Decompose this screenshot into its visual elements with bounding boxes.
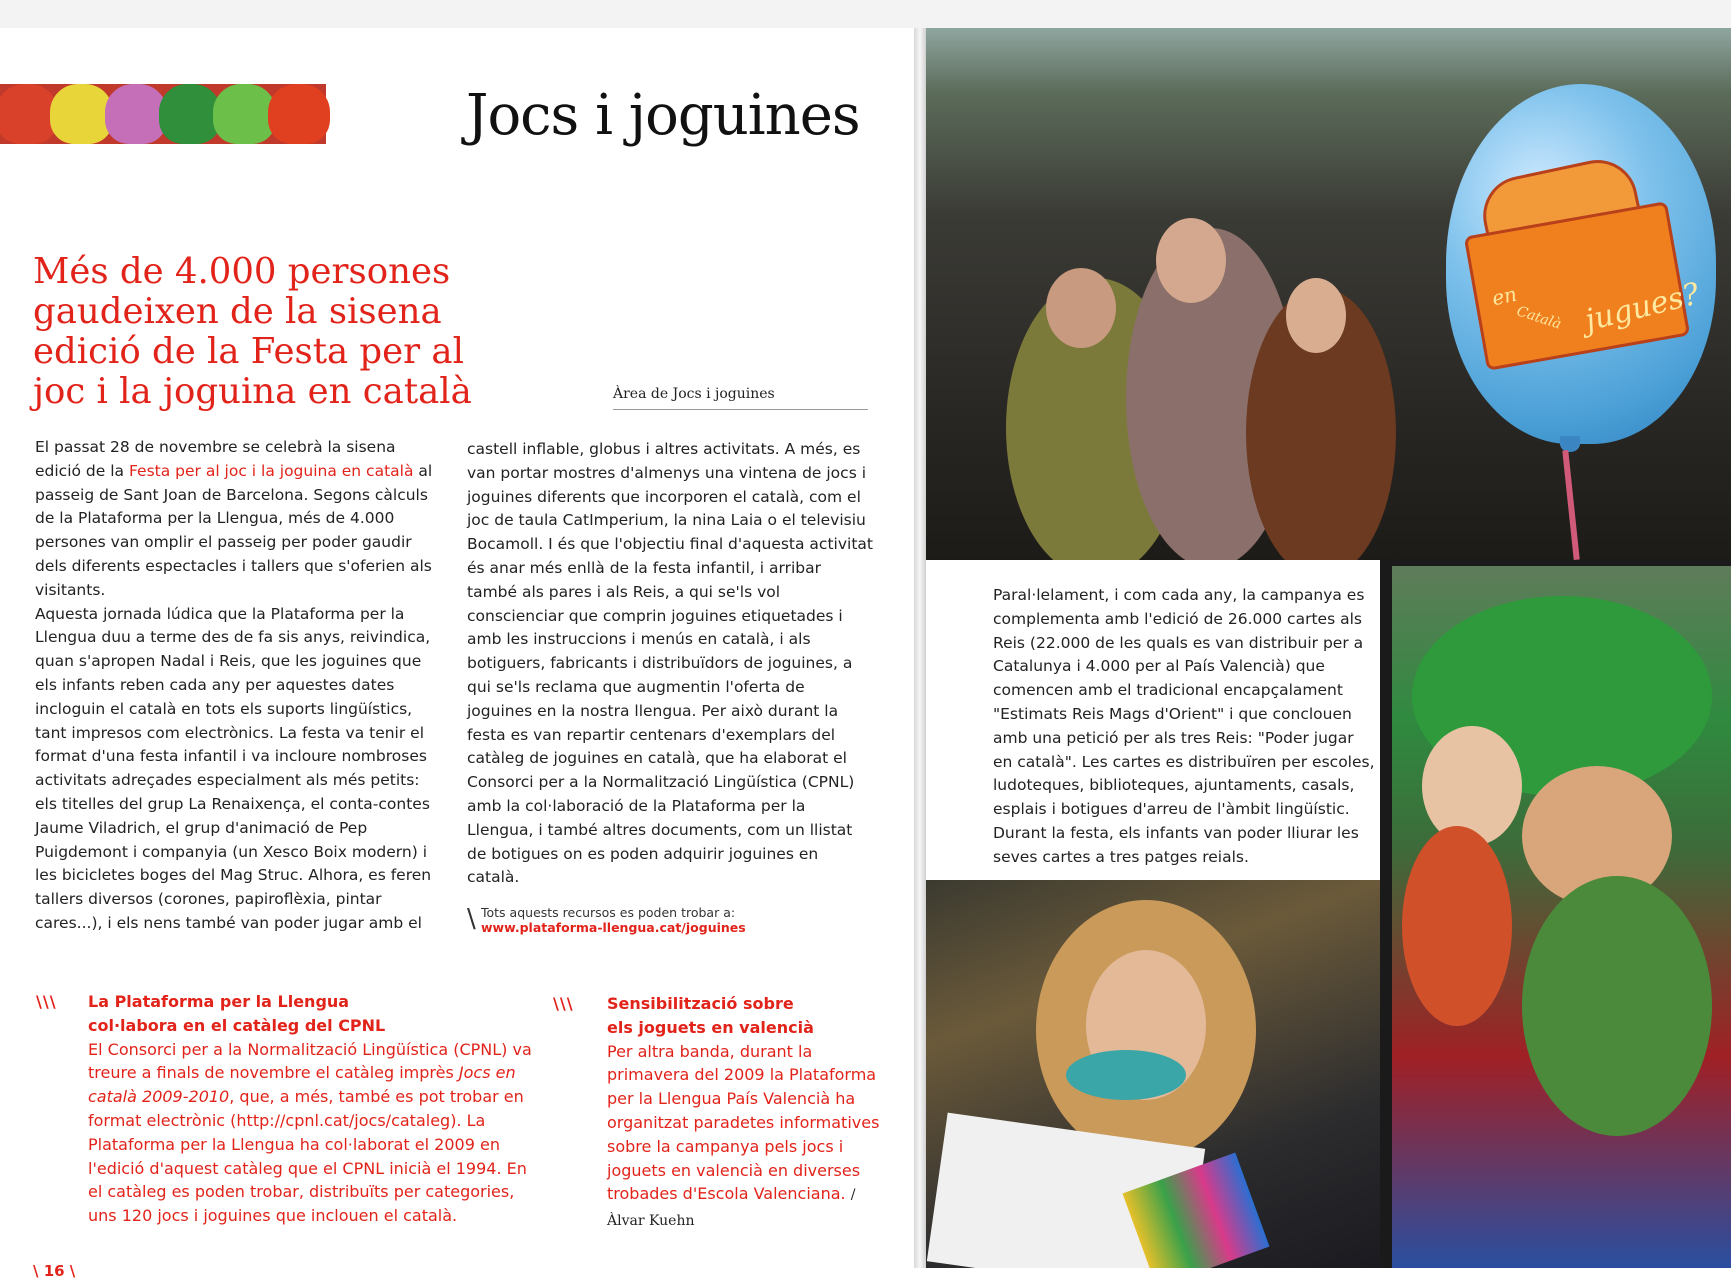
right-text-panel <box>926 560 1380 880</box>
balloon-text-jugues: jugues? <box>1581 276 1703 339</box>
col1-p1-after: al passeig de Sant Joan de Barcelona. Segons càlculs de la Plataforma per la Llengua, més de 4.000 persones van omplir el passeig per poder gaudir dels diferents espectacles i tallers que s'oferien als visitants. <box>35 461 433 599</box>
box1-text <box>88 1038 536 1228</box>
col1-p1-before: El passat 28 de novembre se celebrà la sisena edició de la <box>35 438 396 480</box>
box2-text-block <box>607 1040 883 1234</box>
balloon-string <box>1562 450 1579 560</box>
coloring-girl-photo <box>926 880 1380 1268</box>
crayon-orange <box>268 84 330 144</box>
festa-link-text: Festa per al joc i la joguina en català <box>128 461 414 480</box>
box1-text-after: , que, a més, també es pot trobar en format electrònic (http://cpnl.cat/jocs/cataleg). La Plataforma per la Llengua ha col·laborat el 2009 en l'edició d'aquest catàleg que el CPNL inicià el 1994. En el catàleg es poden trobar, distribuïts per categories, uns 120 jocs i joguines que inclouen el català. <box>88 1087 527 1226</box>
box1-text-before: El Consorci per a la Normalització Lingüística (CPNL) va treure a finals de novembre el catàleg imprès <box>88 1039 532 1083</box>
balloon-text-catala: Català <box>1514 303 1564 333</box>
child-shirt-1 <box>1402 826 1512 1026</box>
girl-scarf <box>1066 1050 1186 1100</box>
section-title: Jocs i joguines <box>466 83 860 148</box>
box2-title-line2: els joguets en valencià <box>607 1017 814 1037</box>
crayon-pink <box>105 84 167 144</box>
article-column-1 <box>35 436 438 936</box>
article-column-3: Paral·lelament, i com cada any, la campanya es complementa amb l'edició de 26.000 cartes als Reis (22.000 de les quals es van distribuir per a Catalunya i 4.000 per al País Valencià) que comencen amb el tradicional encapçalament "Estimats Reis Mags d'Orient" i que conclouen amb una petició per als tres Reis: "Poder jugar en català". Les cartes es distribuïren per escoles, ludoteques, biblioteques, ajuntaments, casals, esplais i botigues d'arreu de l'àmbit lingüístic. Durant la festa, els infants van poder lliurar les seves cartes a tres patges reials. <box>993 586 1375 866</box>
page-number: \ 16 \ <box>33 1262 76 1280</box>
child-face-1 <box>1422 726 1522 846</box>
crayon-lightgreen <box>213 84 275 144</box>
crowd-face-1 <box>1046 268 1116 348</box>
left-page <box>0 28 922 1280</box>
resources-slash-mark: \ <box>467 904 476 934</box>
crayon-strip-image <box>0 84 326 144</box>
crowd-face-2 <box>1156 218 1226 303</box>
col1-p2: Aquesta jornada lúdica que la Plataforma per la Llengua duu a terme des de fa sis anys, reivindica, quan s'apropen Nadal i Reis, que les joguines que els infants reben cada any per aquestes dates incloguin el català en tots els suports lingüístics, tant impresos com electrònics. La festa va tenir el format d'una festa infantil i va incloure nombroses activitats adreçades especialment als més petits: els titelles del grup La Renaixença, el conta-contes Jaume Viladrich, el grup d'animació de Pep Puigdemont i companyia (un Xesco Boix modern) i les bicicletes boges del Mag Struc. Alhora, es feren tallers diversos (corones, papiroflèxia, pintar cares...), i els nens també van poder jugar amb el <box>35 604 432 932</box>
article-column-2: castell inflable, globus i altres activitats. A més, es van portar mostres d'almenys una vintena de jocs i joguines diferents que incorporen el català, com el joc de taula CatImperium, la nina Laia o el televisiu Bocamoll. I és que l'objectiu final d'aquesta activitat és anar més enllà de la festa infantil, i arribar també als pares i als Reis, a qui se'ls vol conscienciar que comprin joguines etiquetades i amb les instruccions i menús en català, i als botiguers, fabricants i distribuïdors de joguines, a qui se'ls reclama que augmentin l'oferta de joguines en la nostra llengua. Per això durant la festa es van repartir centenars d'exemplars del catàleg de joguines en català, que ha elaborat el Consorci per a la Normalització Lingüística (CPNL) amb la col·laboració de la Plataforma per la Llengua, i també altres documents, com un llistat de botigues on es poden adquirir joguines en català. <box>467 440 873 887</box>
byline: Àrea de Jocs i joguines <box>613 386 868 410</box>
box1-title-line1: La Plataforma per la Llengua <box>88 992 350 1011</box>
box2-marks: \\\ <box>553 994 574 1013</box>
balloon-text-en: en <box>1489 281 1519 311</box>
box1-marks: \\\ <box>36 992 57 1011</box>
author-signature: / Àlvar Kuehn <box>607 1187 856 1230</box>
sidebar-box-cpnl <box>36 990 536 1228</box>
box1-catalog-title: Jocs en català 2009-2010 <box>88 1063 516 1107</box>
crowd-photo <box>926 28 1731 560</box>
article-headline: Més de 4.000 persones gaudeixen de la sisena edició de la Festa per al joc i la joguina en català <box>33 251 472 412</box>
box2-title-line1: Sensibilització sobre <box>607 994 794 1013</box>
crayon-green <box>159 84 221 144</box>
crowd-face-3 <box>1286 278 1346 353</box>
box1-title-line2: col·labora en el catàleg del CPNL <box>88 1015 386 1035</box>
right-page <box>926 28 1731 1268</box>
crayon-yellow <box>50 84 112 144</box>
child-striped-sweater <box>1522 876 1712 1136</box>
inflatable-slide-photo <box>1392 566 1731 1268</box>
resources-url-link[interactable]: www.plataforma-llengua.cat/joguines <box>481 920 746 935</box>
page-gutter <box>914 28 926 1268</box>
box2-text: Per altra banda, durant la primavera del 2009 la Plataforma per la Llengua País Valencià ha organitzat paradetes informatives sobre la campanya pels jocs i joguets en valencià en diverses trobades d'Escola Valenciana. <box>607 1041 880 1204</box>
resources-text: Tots aquests recursos es poden trobar a: <box>481 905 736 920</box>
sidebar-box-valencia <box>553 992 883 1234</box>
resources-note <box>467 905 887 935</box>
